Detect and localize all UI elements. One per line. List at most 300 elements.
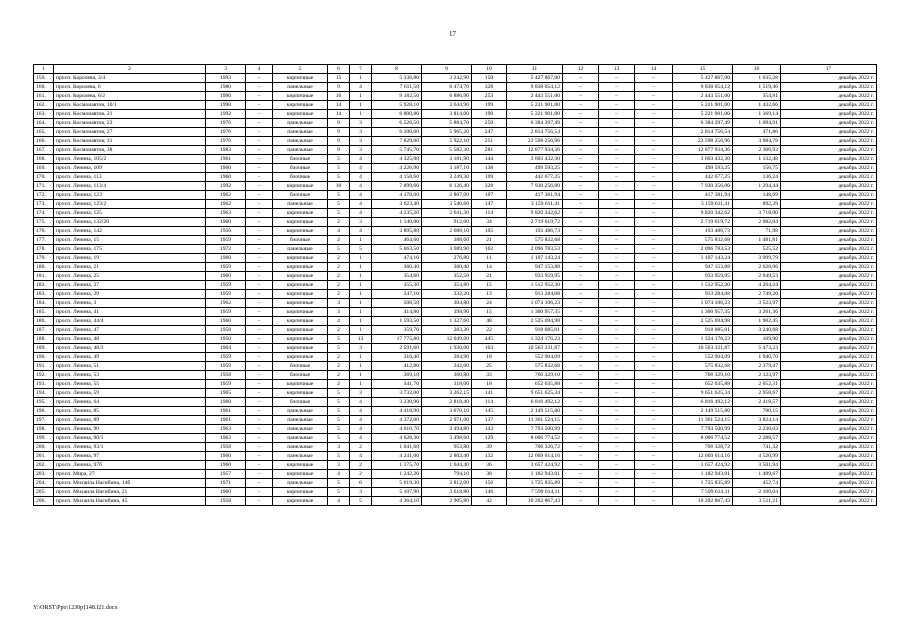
table-cell: 1	[350, 101, 372, 110]
table-cell: 1	[350, 263, 372, 272]
table-cell: 259	[472, 119, 507, 128]
table-cell: 3 989,90	[422, 245, 472, 254]
table-cell: 2 052,31	[733, 380, 781, 389]
table-cell: кирпичные	[273, 497, 328, 506]
table-cell: 9 182,50	[372, 92, 422, 101]
column-number-cell: 6	[328, 65, 350, 74]
table-cell: просп. Ленина, 55	[54, 380, 206, 389]
table-cell: 1	[350, 317, 372, 326]
table-cell: –	[635, 227, 673, 236]
table-cell: –	[635, 362, 673, 371]
table-cell: просп. Ленина, 105/2	[54, 155, 206, 164]
table-cell: просп. Михаила Нагибина, 14б	[54, 479, 206, 488]
table-cell: 1990	[206, 101, 246, 110]
table-cell: 3	[350, 344, 372, 353]
table-cell: 10 563 331,87	[507, 344, 563, 353]
table-cell: 1 242,20	[372, 470, 422, 479]
table-cell: –	[599, 479, 635, 488]
table-cell: 189.	[34, 344, 54, 353]
table-cell: –	[246, 434, 273, 443]
table-row	[34, 173, 877, 182]
table-cell: 12 669 614,16	[507, 452, 563, 461]
table-cell: просп. Ленина, 89	[54, 416, 206, 425]
table-cell: декабрь 2022 г.	[781, 173, 877, 182]
table-cell: декабрь 2022 г.	[781, 74, 877, 83]
table-cell: –	[635, 497, 673, 506]
table-cell: 3 603 432,30	[507, 155, 563, 164]
table-cell: –	[635, 443, 673, 452]
table-cell: 169.	[34, 164, 54, 173]
table-cell: 1 074 106,23	[507, 299, 563, 308]
table-cell: 1958	[206, 497, 246, 506]
column-number-cell: 5	[273, 65, 328, 74]
table-cell: 1972	[206, 245, 246, 254]
table-cell: 1950	[206, 335, 246, 344]
table-cell: 2 443 551,00	[507, 92, 563, 101]
table-cell: 6 474,70	[422, 83, 472, 92]
table-cell: декабрь 2022 г.	[781, 299, 877, 308]
table-cell: декабрь 2022 г.	[781, 470, 877, 479]
table-cell: 163.	[34, 110, 54, 119]
table-cell: декабрь 2022 г.	[781, 434, 877, 443]
table-cell: 5	[328, 173, 350, 182]
table-row	[34, 236, 877, 245]
table-cell: 1	[350, 362, 372, 371]
table-cell: 24	[472, 299, 507, 308]
table-cell: кирпичные	[273, 263, 328, 272]
table-cell: 10	[328, 182, 350, 191]
table-cell: 179.	[34, 254, 54, 263]
table-cell: 1993	[206, 74, 246, 83]
table-cell: 1 432,66	[733, 101, 781, 110]
table-cell: просп. Ленина, 51	[54, 362, 206, 371]
table-cell: 193.	[34, 380, 54, 389]
table-cell: 253	[472, 92, 507, 101]
table-cell: 170.	[34, 173, 54, 182]
table-cell: 445	[472, 335, 507, 344]
table-cell: кирпичные	[273, 272, 328, 281]
table-cell: 180.	[34, 263, 54, 272]
table-cell: –	[246, 443, 273, 452]
table-cell: 181.	[34, 272, 54, 281]
table-cell: 1983	[206, 146, 246, 155]
table-cell: –	[635, 137, 673, 146]
table-cell: –	[246, 227, 273, 236]
table-cell: –	[599, 209, 635, 218]
table-cell: 575 832,68	[673, 236, 733, 245]
table-cell: –	[599, 497, 635, 506]
table-cell: 7 599 614,11	[673, 488, 733, 497]
table-cell: просп. Ленина, 3	[54, 299, 206, 308]
table-cell: 1 107 143,24	[507, 254, 563, 263]
table-cell: панельные	[273, 137, 328, 146]
table-cell: кирпичные	[273, 308, 328, 317]
table-cell: 3	[350, 146, 372, 155]
table-cell: 2	[328, 362, 350, 371]
table-cell: –	[599, 290, 635, 299]
table-cell: декабрь 2022 г.	[781, 452, 877, 461]
table-cell: 9	[328, 128, 350, 137]
table-cell: –	[599, 452, 635, 461]
table-cell: панельные	[273, 200, 328, 209]
table-cell: 185.	[34, 308, 54, 317]
table-cell: –	[563, 155, 599, 164]
table-cell: –	[635, 344, 673, 353]
table-cell: 2	[328, 380, 350, 389]
table-cell: декабрь 2022 г.	[781, 416, 877, 425]
table-cell: панельные	[273, 434, 328, 443]
table-cell: 3 814,00	[422, 110, 472, 119]
table-cell: –	[246, 452, 273, 461]
table-cell: просп. Ленина, 25	[54, 272, 206, 281]
table-cell: декабрь 2022 г.	[781, 389, 877, 398]
table-cell: кирпичные	[273, 317, 328, 326]
table-cell: –	[563, 92, 599, 101]
table-cell: 2	[328, 263, 350, 272]
table-row	[34, 200, 877, 209]
table-cell: 1	[350, 281, 372, 290]
table-cell: просп. Ленина, 175	[54, 245, 206, 254]
table-cell: –	[635, 254, 673, 263]
table-cell: 3 159 611,41	[673, 200, 733, 209]
table-cell: 4	[350, 407, 372, 416]
table-cell: 412,80	[372, 362, 422, 371]
table-cell: 1 300 957,35	[673, 308, 733, 317]
table-cell: блочные	[273, 173, 328, 182]
table-cell: –	[635, 488, 673, 497]
table-cell: 5	[328, 434, 350, 443]
table-cell: 499 593,25	[673, 164, 733, 173]
table-cell: декабрь 2022 г.	[781, 200, 877, 209]
table-cell: –	[563, 128, 599, 137]
table-cell: 17 775,80	[372, 335, 422, 344]
table-cell: –	[246, 128, 273, 137]
table-cell: 2 641,30	[422, 209, 472, 218]
table-row	[34, 245, 877, 254]
table-cell: 4	[350, 434, 372, 443]
table-cell: 1963	[206, 425, 246, 434]
table-cell: 3 812,00	[422, 479, 472, 488]
table-cell: 1 324 176,23	[507, 335, 563, 344]
table-cell: декабрь 2022 г.	[781, 110, 877, 119]
table-cell: 206.	[34, 497, 54, 506]
table-cell: 16	[328, 92, 350, 101]
table-cell: просп. Ленина, 90/1	[54, 434, 206, 443]
table-cell: 912,00	[422, 218, 472, 227]
table-cell: 5 928,10	[372, 101, 422, 110]
table-cell: 198.	[34, 425, 54, 434]
table-cell: 552 904,09	[673, 353, 733, 362]
table-cell: –	[563, 173, 599, 182]
table-cell: –	[246, 479, 273, 488]
table-cell: 156	[472, 479, 507, 488]
table-cell: 1960	[206, 317, 246, 326]
table-cell: 3 999,79	[733, 254, 781, 263]
table-cell: –	[246, 101, 273, 110]
table-cell: 11 361 524,15	[673, 416, 733, 425]
table-row	[34, 164, 877, 173]
table-cell: 137	[472, 416, 507, 425]
table-cell: декабрь 2022 г.	[781, 164, 877, 173]
table-cell: 33	[472, 371, 507, 380]
table-cell: 6	[350, 479, 372, 488]
table-cell: кирпичные	[273, 254, 328, 263]
table-cell: 132	[472, 452, 507, 461]
table-cell: 11	[472, 254, 507, 263]
table-cell: 1990	[206, 92, 246, 101]
table-cell: просп. Космонавтов, 38	[54, 146, 206, 155]
table-cell: просп. Ленина, 48/3	[54, 344, 206, 353]
table-cell: 1 175,70	[372, 461, 422, 470]
table-cell: 1960	[206, 398, 246, 407]
table-cell: просп. Ленина, 44/4	[54, 317, 206, 326]
table-cell: декабрь 2022 г.	[781, 362, 877, 371]
table-cell: 6 816 492,12	[507, 398, 563, 407]
table-cell: –	[635, 416, 673, 425]
table-cell: 3 657 424,92	[673, 461, 733, 470]
table-cell: 1 035,28	[733, 74, 781, 83]
table-cell: –	[599, 254, 635, 263]
table-cell: просп. Ленина, 41	[54, 308, 206, 317]
table-cell: 1980	[206, 83, 246, 92]
table-cell: 160.	[34, 83, 54, 92]
table-cell: 107	[472, 191, 507, 200]
table-cell: 188.	[34, 335, 54, 344]
table-cell: 913 284,08	[507, 290, 563, 299]
table-row	[34, 137, 877, 146]
table-cell: –	[635, 263, 673, 272]
table-cell: –	[599, 245, 635, 254]
table-cell: кирпичные	[273, 335, 328, 344]
table-cell: декабрь 2022 г.	[781, 371, 877, 380]
table-cell: 1 084,91	[733, 119, 781, 128]
table-cell: –	[246, 74, 273, 83]
table-cell: 5 221 901,00	[507, 101, 563, 110]
table-cell: 176.	[34, 227, 54, 236]
table-cell: 283,30	[422, 326, 472, 335]
table-cell: панельные	[273, 425, 328, 434]
table-cell: 9	[328, 119, 350, 128]
table-cell: –	[563, 308, 599, 317]
table-cell: 1 512 952,30	[507, 281, 563, 290]
table-cell: декабрь 2022 г.	[781, 191, 877, 200]
column-number-cell: 9	[422, 65, 472, 74]
table-cell: 3 511,21	[733, 497, 781, 506]
table-cell: –	[599, 371, 635, 380]
table-cell: 3 240,68	[733, 326, 781, 335]
table-cell: 2 096 783,53	[507, 245, 563, 254]
table-cell: 12 877 934,36	[673, 146, 733, 155]
table-cell: 15	[328, 74, 350, 83]
table-cell: 9 651 625,34	[673, 389, 733, 398]
table-cell: 2 802,40	[422, 452, 472, 461]
table-cell: 355,30	[372, 281, 422, 290]
table-cell: 1959	[206, 380, 246, 389]
table-cell: 5 965,20	[422, 128, 472, 137]
table-cell: 18	[472, 353, 507, 362]
table-cell: –	[599, 191, 635, 200]
table-cell: 165.	[34, 128, 54, 137]
table-cell: 1958	[206, 443, 246, 452]
table-cell: кирпичные	[273, 218, 328, 227]
table-cell: 166.	[34, 137, 54, 146]
table-cell: декабрь 2022 г.	[781, 317, 877, 326]
table-cell: 1 489,67	[733, 470, 781, 479]
column-number-cell: 14	[635, 65, 673, 74]
table-cell: –	[563, 362, 599, 371]
table-cell: –	[563, 119, 599, 128]
table-cell: просп. Ленина, 125	[54, 209, 206, 218]
table-cell: 9 651 625,34	[507, 389, 563, 398]
table-cell: 164.	[34, 119, 54, 128]
table-cell: 6 126,40	[422, 182, 472, 191]
table-cell: 9	[328, 137, 350, 146]
table-cell: 3 623,40	[372, 200, 422, 209]
table-cell: 2 379,47	[733, 362, 781, 371]
table-row	[34, 101, 877, 110]
table-cell: –	[563, 371, 599, 380]
table-cell: –	[563, 389, 599, 398]
table-cell: 2 525 694,98	[507, 317, 563, 326]
column-number-cell: 10	[472, 65, 507, 74]
column-number-cell: 11	[507, 65, 563, 74]
table-cell: кирпичные	[273, 281, 328, 290]
table-cell: 3 523,97	[733, 299, 781, 308]
table-cell: 354,60	[372, 272, 422, 281]
table-cell: 2 288,57	[733, 434, 781, 443]
table-cell: 1 044,40	[422, 461, 472, 470]
table-cell: 18	[472, 380, 507, 389]
table-cell: просп. Ленина, 93/1	[54, 443, 206, 452]
table-cell: –	[599, 326, 635, 335]
table-cell: –	[246, 209, 273, 218]
table-cell: 2 971,00	[422, 416, 472, 425]
table-row	[34, 443, 877, 452]
table-cell: 276,80	[422, 254, 472, 263]
table-cell: 2	[328, 281, 350, 290]
table-cell: 284,90	[422, 353, 472, 362]
table-cell: –	[599, 425, 635, 434]
table-cell: 2 525 694,98	[673, 317, 733, 326]
table-cell: –	[599, 416, 635, 425]
table-cell: 5	[328, 416, 350, 425]
table-cell: 3	[328, 443, 350, 452]
page-number: 17	[449, 30, 456, 38]
table-cell: 200.	[34, 443, 54, 452]
table-cell: 4	[350, 209, 372, 218]
table-cell: –	[599, 272, 635, 281]
table-cell: декабрь 2022 г.	[781, 308, 877, 317]
table-cell: 6 526,50	[372, 119, 422, 128]
table-cell: 4	[350, 155, 372, 164]
table-cell: –	[635, 92, 673, 101]
table-cell: 251	[472, 137, 507, 146]
table-cell: 9 820 342,62	[507, 209, 563, 218]
table-cell: панельные	[273, 128, 328, 137]
table-cell: панельные	[273, 119, 328, 128]
table-cell: –	[599, 407, 635, 416]
table-cell: декабрь 2022 г.	[781, 128, 877, 137]
table-cell: 3 159 611,41	[507, 200, 563, 209]
table-cell: –	[563, 146, 599, 155]
table-cell: просп. Ленина, 123/2	[54, 200, 206, 209]
table-cell: просп. Королева, 6/2	[54, 92, 206, 101]
table-cell: просп. Ленина, 113	[54, 173, 206, 182]
table-cell: –	[635, 461, 673, 470]
table-cell: кирпичные	[273, 110, 328, 119]
table-cell: 4 264,24	[733, 281, 781, 290]
table-cell: 1 074 106,23	[673, 299, 733, 308]
table-cell: 1 725 835,89	[673, 479, 733, 488]
table-cell: 1958	[206, 371, 246, 380]
table-cell: 414,80	[372, 308, 422, 317]
table-cell: 5	[328, 191, 350, 200]
table-cell: –	[563, 272, 599, 281]
table-cell: –	[563, 191, 599, 200]
table-cell: 204.	[34, 479, 54, 488]
table-cell: –	[599, 434, 635, 443]
table-cell: блочные	[273, 155, 328, 164]
table-cell: 114	[472, 398, 507, 407]
table-cell: –	[246, 200, 273, 209]
table-cell: 352,50	[422, 272, 472, 281]
table-cell: декабрь 2022 г.	[781, 245, 877, 254]
table-cell: –	[599, 263, 635, 272]
table-cell: просп. Космонавтов, 23	[54, 119, 206, 128]
table-cell: 2	[350, 443, 372, 452]
table-cell: –	[563, 488, 599, 497]
table-cell: 5 884,70	[422, 119, 472, 128]
table-cell: кирпичные	[273, 209, 328, 218]
table-cell: 918 085,01	[673, 326, 733, 335]
table-cell: 304,80	[422, 299, 472, 308]
table-cell: 7 611,50	[372, 83, 422, 92]
table-cell: декабрь 2022 г.	[781, 119, 877, 128]
table-cell: 1959	[206, 236, 246, 245]
table-cell: 1	[350, 380, 372, 389]
table-cell: 3	[350, 389, 372, 398]
table-cell: 3 494,80	[422, 425, 472, 434]
table-cell: 105	[472, 227, 507, 236]
table-cell: декабрь 2022 г.	[781, 353, 877, 362]
table-cell: 417 381,94	[507, 191, 563, 200]
table-row	[34, 317, 877, 326]
table-cell: 138	[472, 164, 507, 173]
table-cell: 2 230,03	[733, 425, 781, 434]
table-cell: 328	[472, 83, 507, 92]
table-cell: 183.	[34, 290, 54, 299]
table-cell: кирпичные	[273, 344, 328, 353]
table-cell: 1992	[206, 110, 246, 119]
table-cell: –	[635, 398, 673, 407]
table-cell: 13	[472, 290, 507, 299]
table-cell: 3 230,90	[372, 398, 422, 407]
table-cell: декабрь 2022 г.	[781, 254, 877, 263]
table-cell: 933 959,95	[507, 272, 563, 281]
table-row	[34, 344, 877, 353]
table-cell: –	[246, 488, 273, 497]
table-cell: 42	[472, 497, 507, 506]
table-cell: –	[246, 182, 273, 191]
table-cell: –	[246, 461, 273, 470]
table-cell: 5 221 901,00	[673, 110, 733, 119]
table-cell: –	[599, 218, 635, 227]
table-cell: 4 364,10	[372, 497, 422, 506]
table-cell: просп. Королева, 6	[54, 83, 206, 92]
table-cell: –	[563, 461, 599, 470]
table-cell: –	[246, 218, 273, 227]
table-cell: кирпичные	[273, 326, 328, 335]
